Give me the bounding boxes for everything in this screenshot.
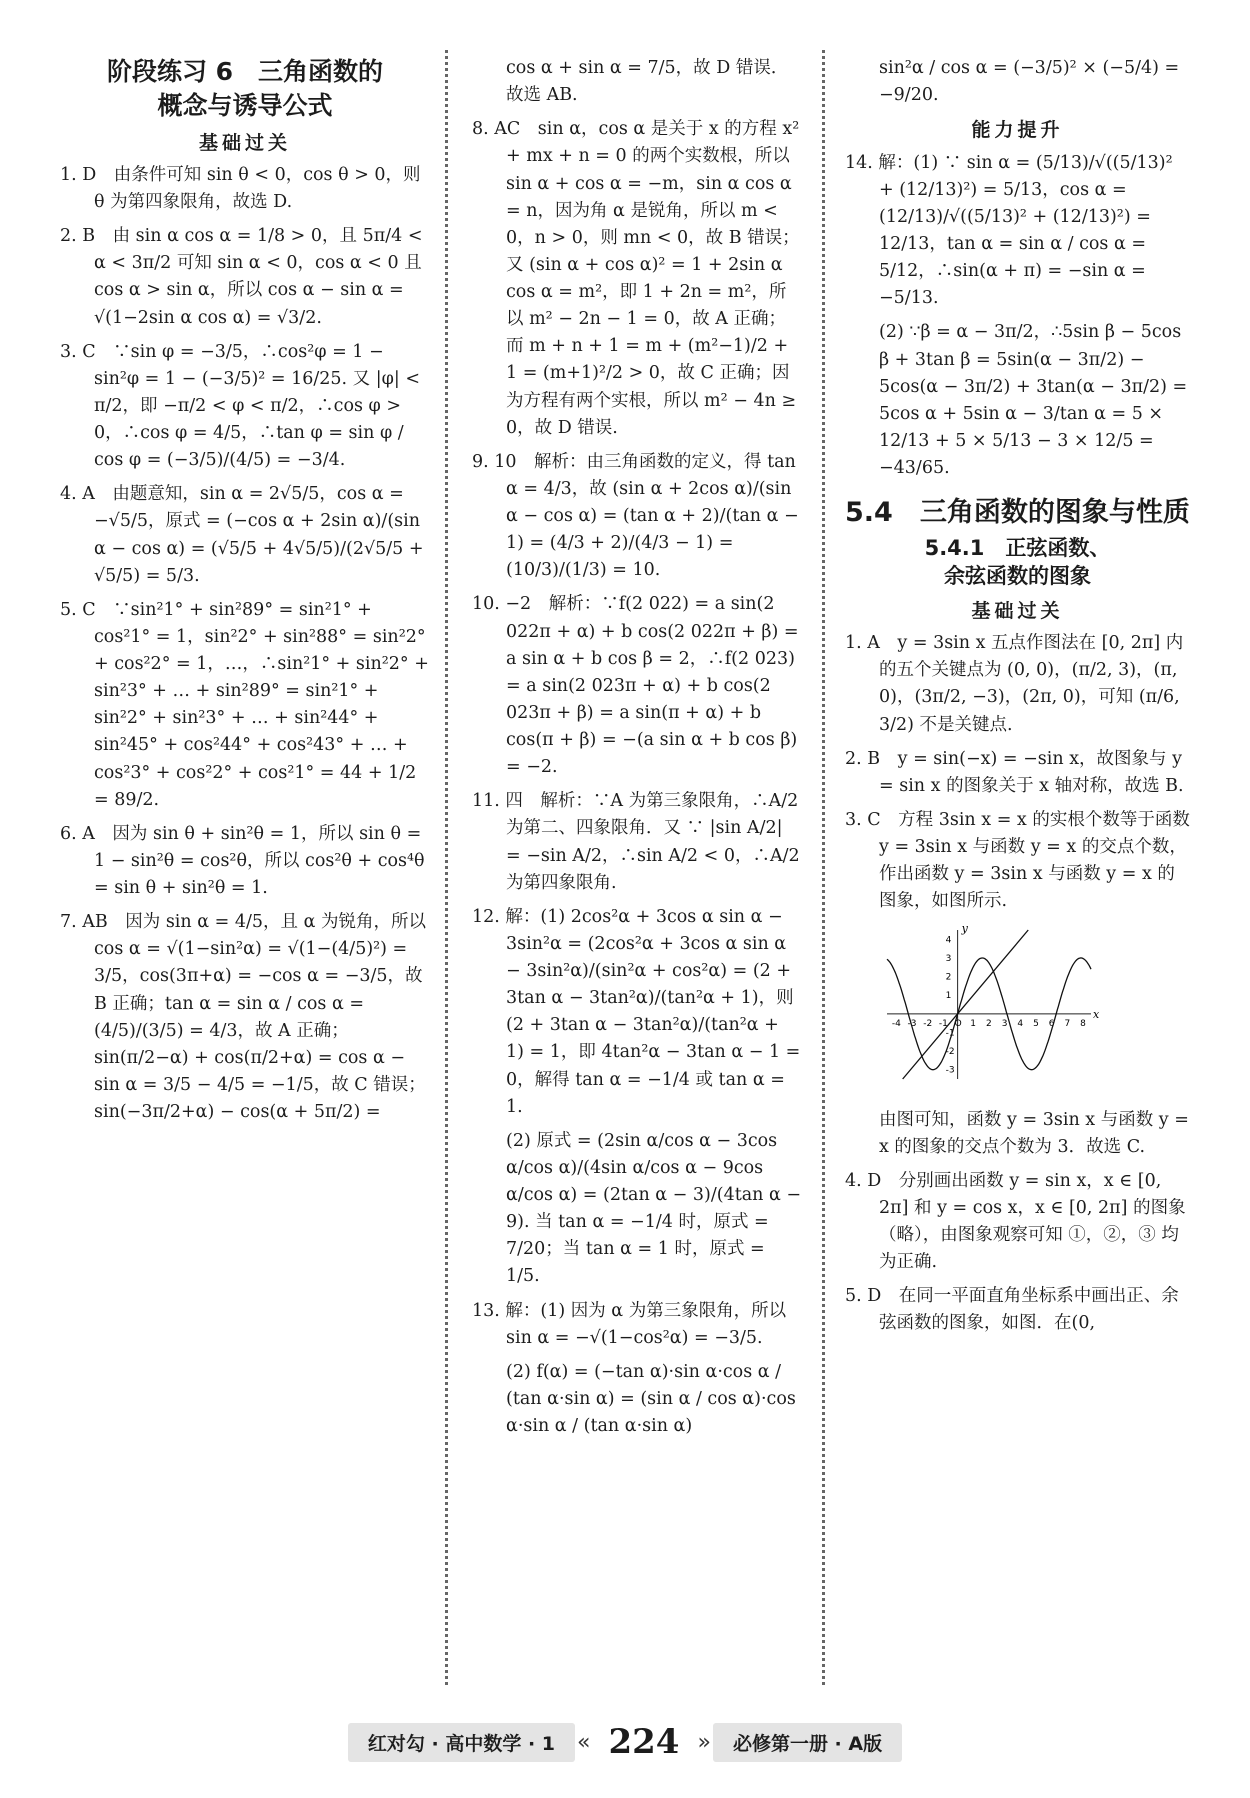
- answer-item: 2. B 由 sin α cos α = 1/8 > 0，且 5π/4 < α < 3π/2 可知 sin α < 0，cos α < 0 且 cos α > sin α，所以 cos α − sin α = √(1−2sin α cos α) = √3/2.: [60, 226, 423, 328]
- answer-item: 14. 解：(1) ∵ sin α = (5/13)/√((5/13)² + (12/13)²) = 5/13，cos α = (12/13)/√((5/13)² + (12/13)²) = 12/13，tan α = sin α / cos α = 5/12，∴sin(α + π) = −sin α = −5/13.: [845, 152, 1173, 309]
- y-tick-label: 2: [945, 972, 952, 983]
- answer-continuation: 由图可知，函数 y = 3sin x 与函数 y = x 的图象的交点个数为 3．故选 C.: [879, 1109, 1189, 1157]
- x-axis-label: x: [1093, 1008, 1099, 1022]
- answer-item: 3. C ∵sin φ = −3/5，∴cos²φ = 1 − sin²φ = 1 − (−3/5)² = 16/25. 又 |φ| < π/2，即 −π/2 < φ < π/2，∴cos φ > 0，∴cos φ = 4/5，∴tan φ = sin φ / cos φ = (−3/5)/(4/5) = −3/4.: [60, 341, 421, 471]
- subsection-basic: 基础过关: [971, 599, 1064, 622]
- answer-item: 3. C 方程 3sin x = x 的实根个数等于函数 y = 3sin x 与函数 y = x 的交点个数，作出函数 y = 3sin x 与函数 y = x 的图象，如图所示.: [845, 809, 1190, 912]
- answer-item: 11. 四 解析：∵A 为第三象限角，∴A/2 为第二、四象限角．又 ∵ |sin A/2| = −sin A/2，∴sin A/2 < 0，∴A/2 为第四象限角.: [472, 791, 800, 893]
- footer-right-arrow: »: [697, 1729, 711, 1755]
- y-tick-label: 1: [945, 991, 952, 1002]
- column-divider-2: [822, 50, 825, 1685]
- answer-item: 12. 解：(1) 2cos²α + 3cos α sin α − 3sin²α = (2cos²α + 3cos α sin α − 3sin²α)/(sin²α + cos²α) = (2 + 3tan α − 3tan²α)/(tan²α + 1)，则 (2 + 3tan α − 3tan²α)/(tan²α + 1) = 1，即 4tan²α − 3tan α − 1 = 0，解得 tan α = −1/4 或 tan α = 1.: [472, 906, 801, 1117]
- answer-continuation: sin²α / cos α = (−3/5)² × (−5/4) = −9/20.: [879, 58, 1180, 106]
- chapter-title: 5.4 三角函数的图象与性质: [845, 497, 1190, 529]
- answer-item: 1. A y = 3sin x 五点作图法在 [0, 2π] 内的五个关键点为 (0, 0)，(π/2, 3)，(π, 0)，(3π/2, −3)，(2π, 0)，可知 (π/6, 3/2) 不是关键点.: [845, 633, 1184, 735]
- x-tick-label: -3: [907, 1019, 917, 1030]
- x-tick-label: 5: [1033, 1019, 1039, 1030]
- column-1: [60, 55, 430, 1133]
- x-tick-label: 7: [1064, 1019, 1071, 1030]
- page-number: 224: [608, 1722, 680, 1762]
- answer-item: 5. D 在同一平面直角坐标系中画出正、余弦函数的图象，如图．在(0,: [845, 1286, 1179, 1334]
- x-tick-label: 8: [1080, 1019, 1086, 1030]
- x-tick-label: O: [954, 1019, 962, 1030]
- subsection-ability: 能力提升: [971, 119, 1064, 142]
- footer-right-label: 必修第一册 · A版: [713, 1723, 902, 1762]
- answer-item: 6. A 因为 sin θ + sin²θ = 1，所以 sin θ = 1 − sin²θ = cos²θ，所以 cos²θ + cos⁴θ = sin θ + sin²θ = 1.: [60, 823, 425, 899]
- page-footer: [0, 1718, 1250, 1766]
- x-tick-label: -2: [923, 1019, 933, 1030]
- y-tick-label: 3: [945, 954, 952, 965]
- subsection-title-line-1: 5.4.1 正弦函数、: [924, 536, 1111, 561]
- series-y-equals-x-line: [903, 930, 1029, 1079]
- chart-svg: [879, 922, 1099, 1087]
- y-tick-label: -3: [945, 1066, 955, 1077]
- x-tick-label: 1: [970, 1019, 977, 1030]
- x-tick-label: 3: [1001, 1019, 1008, 1030]
- footer-left-label: 红对勾 · 高中数学 · 1: [348, 1723, 575, 1762]
- sine-line-chart: [879, 922, 1190, 1096]
- answer-item: 1. D 由条件可知 sin θ < 0，cos θ > 0，则 θ 为第四象限角，故选 D.: [60, 164, 421, 213]
- answer-item: 4. D 分别画出函数 y = sin x，x ∈ [0, 2π] 和 y = cos x，x ∈ [0, 2π] 的图象（略），由图象观察可知 ①，②，③ 均为正确.: [845, 1170, 1186, 1273]
- answer-item: 8. AC sin α，cos α 是关于 x 的方程 x² + mx + n = 0 的两个实数根，所以 sin α + cos α = −m，sin α cos α = n，因为角 α 是锐角，所以 m < 0，n > 0，则 mn < 0，故 B 错误；又 (sin α + cos α)² = 1 + 2sin α cos α = m²，即 1 + 2n = m²，所以 m² − 2n − 1 = 0，故 A 正确；而 m + n + 1 = m + (m²−1)/2 + 1 = (m+1)²/2 > 0，故 C 正确；因为方程有两个实根，所以 m² − 4n ≥ 0，故 D 错误.: [472, 119, 800, 438]
- section-title-line-2: 概念与诱导公式: [157, 90, 333, 120]
- section-title-line-1: 阶段练习 6 三角函数的: [106, 57, 384, 86]
- answer-item: 9. 10 解析：由三角函数的定义，得 tan α = 4/3，故 (sin α + 2cos α)/(sin α − cos α) = (tan α + 2)/(tan α − 1) = (4/3 + 2)/(4/3 − 1) = (10/3)/(1/3) = 10.: [472, 451, 799, 581]
- x-tick-label: 6: [1048, 1019, 1055, 1030]
- column-2: [472, 55, 802, 1447]
- x-tick-label: 4: [1017, 1019, 1024, 1030]
- column-3: [845, 55, 1190, 1345]
- answer-item: 10. −2 解析：∵f(2 022) = a sin(2 022π + α) + b cos(2 022π + β) = a sin α + b cos β = 2，∴f(2 023) = a sin(2 023π + α) + b cos(2 023π + β) = a sin(π + α) + b cos(π + β) = −(a sin α + b cos β) = −2.: [472, 594, 799, 778]
- y-tick-label: -1: [945, 1028, 955, 1039]
- column-divider-1: [445, 50, 448, 1685]
- y-tick-label: 4: [945, 935, 952, 946]
- subsection-basic: 基础过关: [198, 131, 291, 154]
- answer-continuation: (2) f(α) = (−tan α)·sin α·cos α / (tan α·sin α) = (sin α / cos α)·cos α·sin α / (tan α·sin α): [506, 1361, 796, 1436]
- x-tick-label: -4: [891, 1019, 901, 1030]
- x-tick-label: 2: [986, 1019, 992, 1030]
- answer-continuation: cos α + sin α = 7/5，故 D 错误．故选 AB.: [506, 58, 789, 106]
- answer-item: 4. A 由题意知，sin α = 2√5/5，cos α = −√5/5，原式 = (−cos α + 2sin α)/(sin α − cos α) = (√5/5 + 4√5/5)/(2√5/5 + √5/5) = 5/3.: [60, 484, 424, 586]
- answer-item: 7. AB 因为 sin α = 4/5，且 α 为锐角，所以 cos α = √(1−sin²α) = √(1−(4/5)²) = 3/5，cos(3π+α) = −cos α = −3/5，故 B 正确；tan α = sin α / cos α = (4/5)/(3/5) = 4/3，故 A 正确；sin(π/2−α) + cos(π/2+α) = cos α − sin α = 3/5 − 4/5 = −1/5，故 C 错误；sin(−3π/2+α) − cos(α + 5π/2) =: [60, 912, 426, 1123]
- footer-left-arrow: «: [577, 1729, 591, 1755]
- answer-item: 13. 解：(1) 因为 α 为第三象限角，所以 sin α = −√(1−cos²α) = −3/5.: [472, 1300, 787, 1348]
- answer-continuation: (2) ∵β = α − 3π/2，∴5sin β − 5cos β + 3tan β = 5sin(α − 3π/2) − 5cos(α − 3π/2) + 3tan(α − 3π/2) = 5cos α + 5sin α − 3/tan α = 5 × 12/13 + 5 × 5/13 − 3 × 12/5 = −43/65.: [879, 322, 1188, 479]
- answer-item: 2. B y = sin(−x) = −sin x，故图象与 y = sin x 的图象关于 x 轴对称，故选 B.: [845, 748, 1184, 796]
- answer-continuation: (2) 原式 = (2sin α/cos α − 3cos α/cos α)/(4sin α/cos α − 9cos α/cos α) = (2tan α − 3)/(4tan α − 9). 当 tan α = −1/4 时，原式 = 7/20；当 tan α = 1 时，原式 = 1/5.: [506, 1130, 802, 1287]
- answer-item: 5. C ∵sin²1° + sin²89° = sin²1° + cos²1° = 1，sin²2° + sin²88° = sin²2° + cos²2° = 1，…，∴sin²1° + sin²2° + sin²3° + … + sin²89° = sin²1° + sin²2° + sin²3° + … + sin²44° + sin²45° + cos²44° + cos²43° + … + cos²3° + cos²2° + cos²1° = 44 + 1/2 = 89/2.: [60, 599, 429, 810]
- y-axis-label: y: [961, 922, 968, 936]
- x-tick-label: -1: [938, 1019, 948, 1030]
- subsection-title-line-2: 余弦函数的图象: [944, 564, 1091, 589]
- y-tick-label: -2: [945, 1047, 955, 1058]
